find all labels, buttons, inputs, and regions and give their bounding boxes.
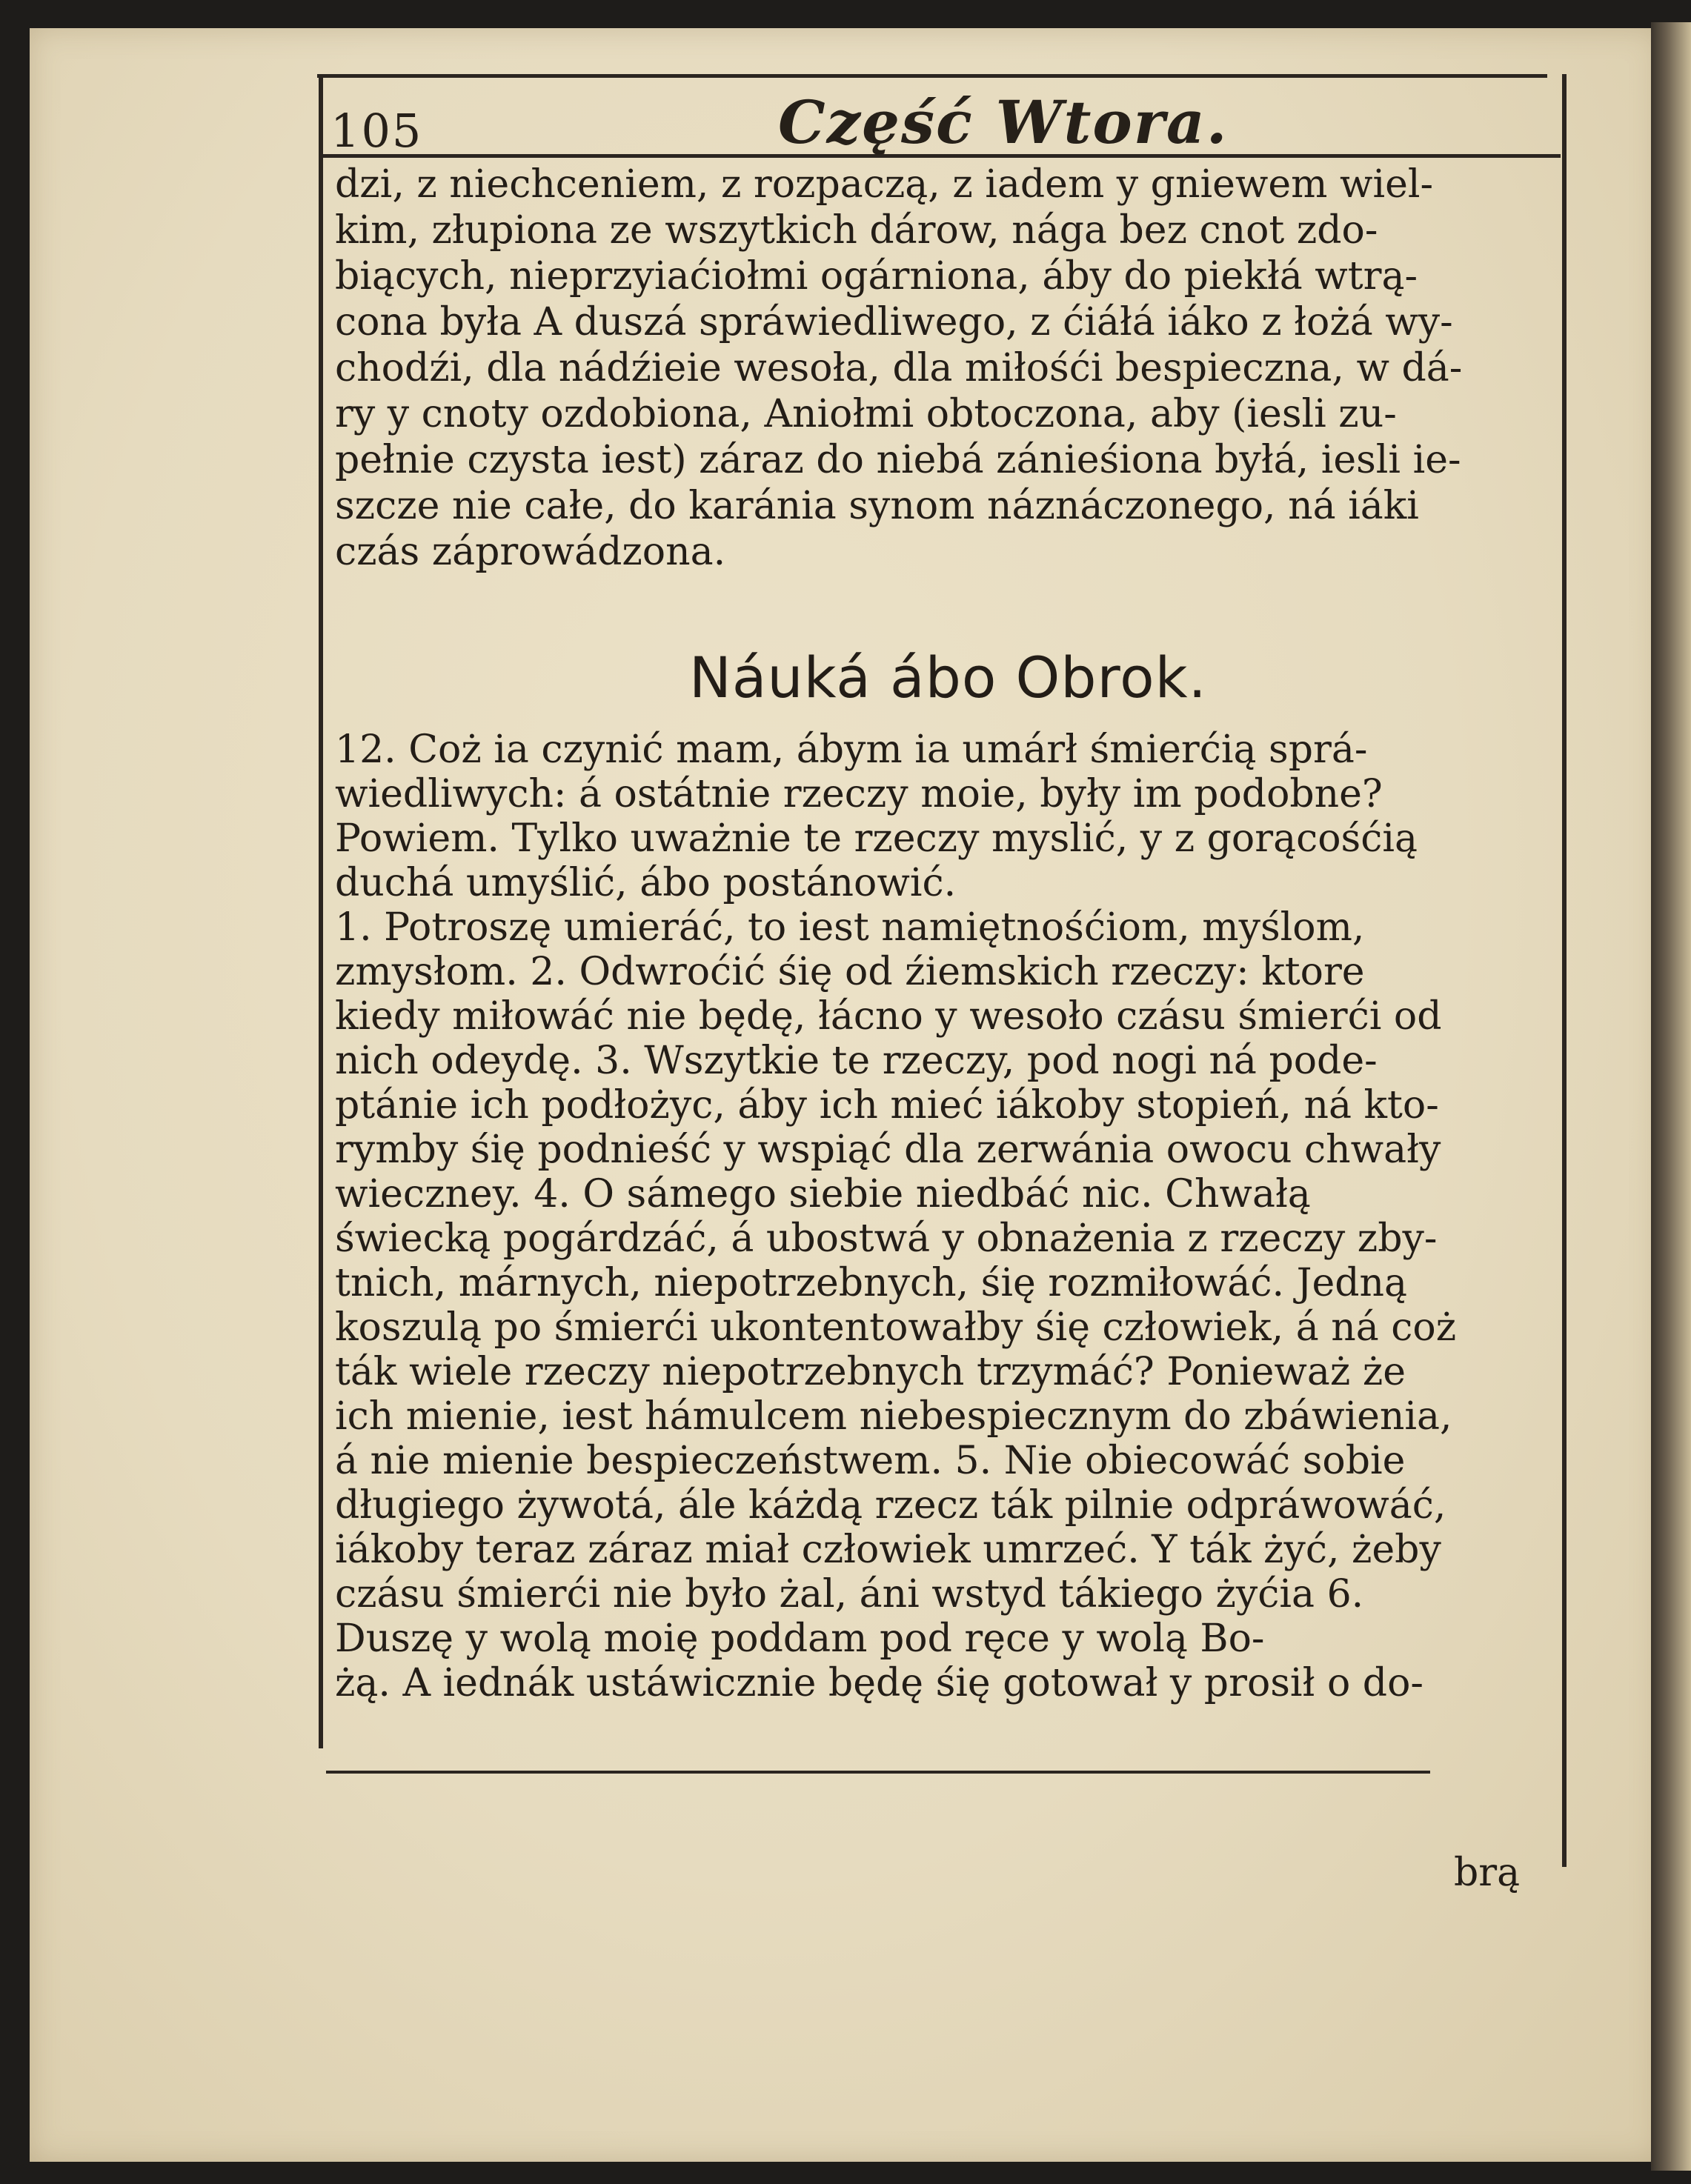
paragraph-2 xyxy=(335,728,1565,1705)
frame-left-rule xyxy=(319,74,323,1748)
page-number: 105 xyxy=(330,104,423,158)
section-heading: Náuká ábo Obrok. xyxy=(689,645,1207,710)
text-line: tnich, márnych, niepotrzebnych, śię rozmiłowáć. Jedną xyxy=(335,1261,1408,1305)
text-line: ich mienie, iest hámulcem niebespiecznym do zbáwienia, xyxy=(335,1394,1452,1439)
text-line: rymby śię podnieść y wspiąć dla zerwánia owocu chwały xyxy=(335,1128,1441,1172)
text-line: 12. Coż ia czynić mam, ábym ia umárł śmierćią sprá- xyxy=(335,728,1368,772)
text-line: duchá umyślić, ábo postánowić. xyxy=(335,861,957,905)
text-line: pełnie czysta iest) záraz do niebá zánieśiona byłá, iesli ie- xyxy=(335,438,1461,482)
text-line: iákoby teraz záraz miał człowiek umrzeć. Y ták żyć, żeby xyxy=(335,1528,1441,1572)
text-line: 1. Potroszę umieráć, to iest namiętnośćiom, myślom, xyxy=(335,905,1365,950)
text-line: ry y cnoty ozdobiona, Aniołmi obtoczona, aby (iesli zu- xyxy=(335,392,1397,436)
text-line: czás záprowádzona. xyxy=(335,530,726,574)
text-line: á nie mienie bespieczeństwem. 5. Nie obiecowáć sobie xyxy=(335,1439,1406,1483)
text-line: dzi, z niechceniem, z rozpaczą, z iadem y gniewem wiel- xyxy=(335,162,1434,207)
text-line: Powiem. Tylko uważnie te rzeczy myslić, y z gorącośćią xyxy=(335,816,1418,861)
frame-top-rule xyxy=(317,74,1547,78)
text-line: chodźi, dla nádźieie wesoła, dla miłośći bespieczna, w dá- xyxy=(335,346,1463,390)
frame-bottom-rule xyxy=(326,1771,1430,1774)
text-line: nich odeydę. 3. Wszytkie te rzeczy, pod nogi ná pode- xyxy=(335,1039,1378,1083)
catchword: brą xyxy=(1454,1851,1521,1895)
text-line: cona była A duszá spráwiedliwego, z ćiáłá iáko z łożá wy- xyxy=(335,300,1453,344)
text-line: szcze nie całe, do karánia synom náznáczonego, ná iáki xyxy=(335,484,1419,528)
text-line: długiego żywotá, ále káżdą rzecz ták pilnie odpráwowáć, xyxy=(335,1483,1446,1528)
text-line: kim, złupiona ze wszytkich dárow, nága bez cnot zdo- xyxy=(335,208,1378,253)
text-line: Duszę y wolą moię poddam pod ręce y wolą Bo- xyxy=(335,1617,1265,1661)
text-line: ptánie ich podłożyc, áby ich mieć iákoby stopień, ná kto- xyxy=(335,1083,1439,1128)
text-line: żą. A iednák ustáwicznie będę śię gotował y prosił o do- xyxy=(335,1661,1423,1705)
text-line: wieczney. 4. O sámego siebie niedbáć nic. Chwałą xyxy=(335,1172,1311,1216)
text-line: czásu śmierći nie było żal, áni wstyd tákiego żyćia 6. xyxy=(335,1572,1364,1617)
next-page-edge xyxy=(1651,22,1691,2171)
text-line: biących, nieprzyiaćiołmi ogárniona, áby do piekłá wtrą- xyxy=(335,254,1418,299)
running-head: Część Wtora. xyxy=(778,87,1229,157)
text-line: kiedy miłowáć nie będę, łácno y wesoło czásu śmierći od xyxy=(335,994,1442,1039)
text-line: zmysłom. 2. Odwroćić śię od źiemskich rzeczy: ktore xyxy=(335,950,1365,994)
paragraph-1 xyxy=(335,162,1565,575)
text-line: wiedliwych: á ostátnie rzeczy moie, były im podobne? xyxy=(335,772,1383,816)
text-line: koszulą po śmierći ukontentowałby śię człowiek, á ná coż xyxy=(335,1305,1457,1350)
text-line: świecką pogárdzáć, á ubostwá y obnażenia z rzeczy zby- xyxy=(335,1216,1438,1261)
text-line: ták wiele rzeczy niepotrzebnych trzymáć? Ponieważ że xyxy=(335,1350,1406,1394)
